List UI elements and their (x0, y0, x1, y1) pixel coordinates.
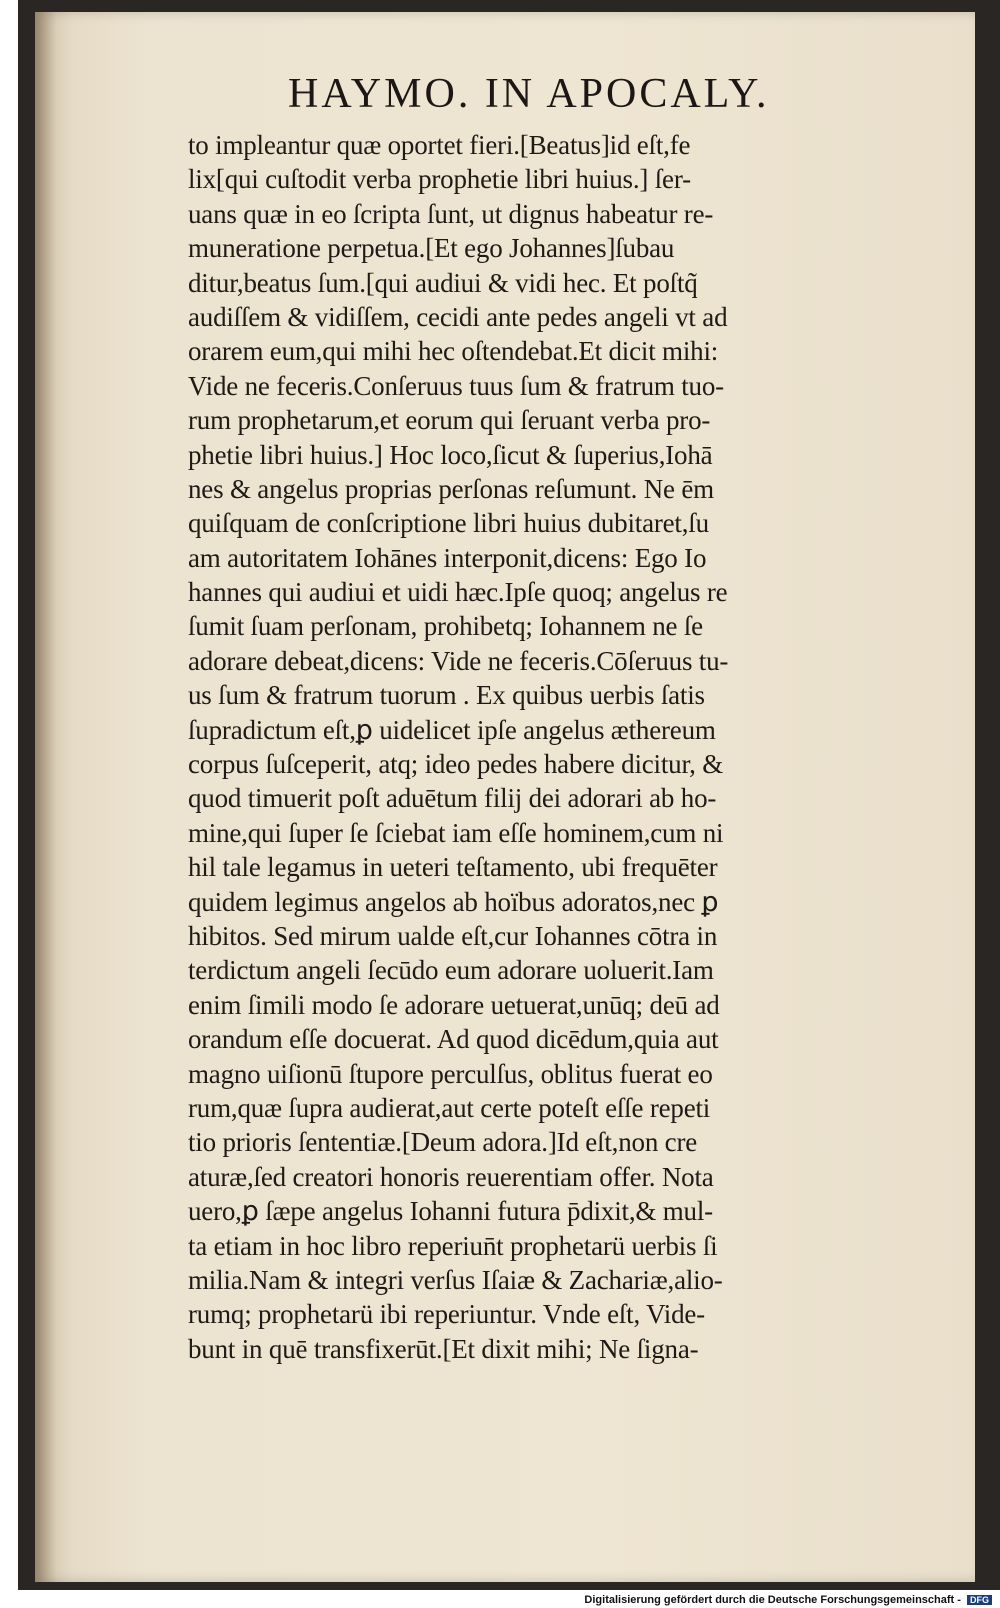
text-line: hil tale legamus in ueteri teſtamento, ubi frequēter (188, 852, 718, 883)
text-line: mine,qui ſuper ſe ſciebat iam eſſe hominem,cum ni (188, 817, 724, 848)
digitization-credit (584, 1594, 992, 1606)
text-line: tio prioris ſententiæ.[Deum adora.]Id eſt,non cre (188, 1127, 698, 1158)
text-line: corpus ſuſceperit, atq; ideo pedes habere dicitur, & (188, 749, 724, 780)
text-line: to impleantur quæ oportet fieri.[Beatus]id eſt,fe (188, 130, 691, 160)
text-line: uero,ꝑ ſæpe angelus Iohanni futura p̄dixit,& mul- (188, 1196, 713, 1227)
text-line: quod timuerit poſt aduētum filij dei adorari ab ho- (188, 783, 717, 814)
text-line: ta etiam in hoc libro reperiun̄t prophetarü uerbis ſi (188, 1230, 718, 1261)
text-line: aturæ,ſed creatori honoris reuerentiam offer. Nota (188, 1161, 714, 1192)
text-line: enim ſimili modo ſe adorare uetuerat,unūq; deū ad (188, 989, 720, 1020)
text-line: terdictum angeli ſecūdo eum adorare uoluerit.Iam (188, 955, 714, 986)
running-head: HAYMO. IN APOCALY. (288, 71, 770, 117)
text-line: audiſſem & vidiſſem, cecidi ante pedes angeli vt ad (188, 301, 728, 332)
text-line: ſupradictum eſt,ꝑ uidelicet ipſe angelus æthereum (188, 714, 716, 745)
text-line: quidem legimus angelos ab hoïbus adoratos,nec ꝑ (188, 886, 719, 917)
dfg-logo: DFG (967, 1595, 992, 1605)
text-block (188, 128, 888, 1366)
text-line: phetie libri huius.] Hoc loco,ſicut & ſuperius,Iohā (188, 439, 713, 470)
text-line: hannes qui audiui et uidi hæc.Ipſe quoq; angelus re (188, 577, 728, 608)
text-line: ditur,beatus ſum.[qui audiui & vidi hec. Et poſtq̃ (188, 267, 698, 298)
gutter-shadow (35, 12, 57, 1582)
text-line: lix[qui cuſtodit verba prophetie libri huius.] ſer- (188, 164, 691, 195)
text-line: nes & angelus proprias perſonas reſumunt. Ne ēm (188, 473, 714, 504)
text-line: rum prophetarum,et eorum qui ſeruant verba pro- (188, 405, 711, 436)
text-line: orarem eum,qui mihi hec oſtendebat.Et dicit mihi: (188, 336, 719, 367)
text-line: orandum eſſe docuerat. Ad quod dicēdum,quia aut (188, 1024, 719, 1055)
text-line: bunt in quē transfixerūt.[Et dixit mihi; Ne ſigna- (188, 1333, 699, 1364)
text-line: us ſum & fratrum tuorum . Ex quibus uerbis ſatis (188, 680, 705, 711)
text-line: uans quæ in eo ſcripta ſunt, ut dignus habeatur re- (188, 198, 714, 229)
text-line: am autoritatem Iohānes interponit,dicens: Ego Io (188, 542, 707, 573)
text-line: hibitos. Sed mirum ualde eſt,cur Iohannes cōtra in (188, 920, 718, 951)
text-line: rum,quæ ſupra audierat,aut certe poteſt eſſe repeti (188, 1092, 711, 1123)
text-line: magno uiſionū ſtupore perculſus, oblitus fuerat eo (188, 1058, 713, 1089)
text-line: rumq; prophetarü ibi reperiuntur. Vnde eſt, Vide- (188, 1299, 705, 1330)
text-line: ſumit ſuam perſonam, prohibetq; Iohannem ne ſe (188, 611, 703, 642)
credit-text: Digitalisierung gefördert durch die Deutsche Forschungsgemeinschaft - (584, 1594, 961, 1606)
text-line: milia.Nam & integri verſus Iſaiæ & Zachariæ,alio- (188, 1264, 723, 1295)
text-line: muneratione perpetua.[Et ego Johannes]ſubau (188, 233, 675, 264)
text-line: Vide ne feceris.Conſeruus tuus ſum & fratrum tuo- (188, 370, 724, 401)
text-line: adorare debeat,dicens: Vide ne feceris.Cōſeruus tu- (188, 645, 729, 676)
text-line: quiſquam de conſcriptione libri huius dubitaret,ſu (188, 508, 709, 539)
